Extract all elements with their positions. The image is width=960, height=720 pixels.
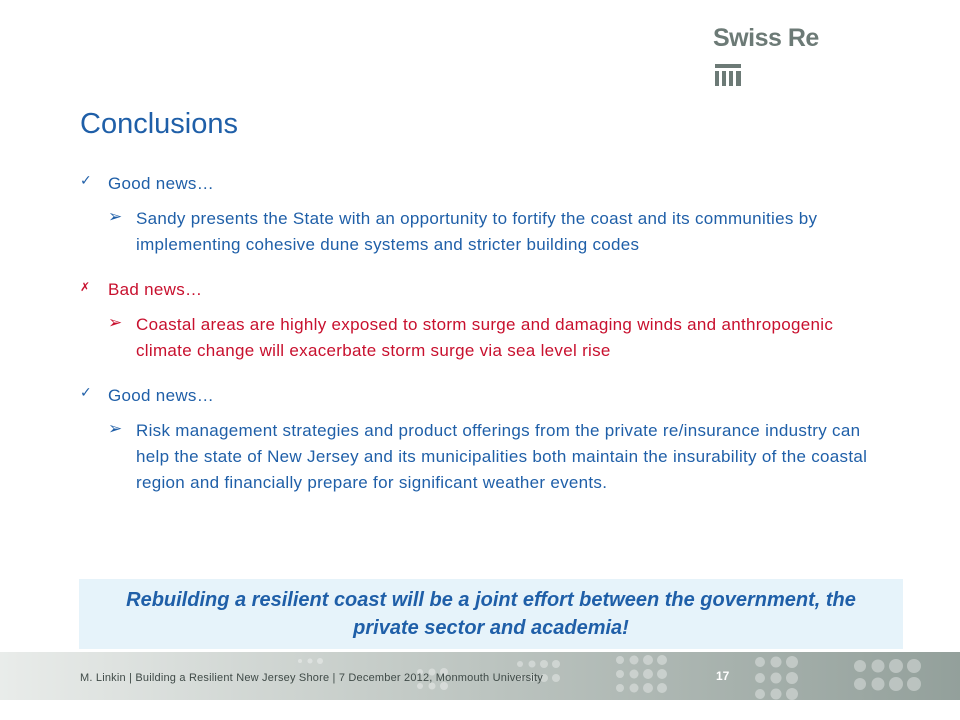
point-detail: Coastal areas are highly exposed to storm surge and damaging winds and anthropogenic climate change will exacerbate storm surge via sea level rise — [136, 315, 834, 360]
point-heading: Good news… — [108, 386, 214, 405]
swiss-re-mark-icon — [715, 64, 741, 86]
swiss-re-logo — [713, 24, 833, 94]
arrow-bullet-icon: ➢ — [108, 207, 123, 226]
point-detail: Risk management strategies and product offerings from the private re/insurance industry can help the state of New Jersey and its municipalities both maintain the insurability of the coastal region and financially prepare for significant weather events. — [136, 421, 868, 492]
point-bad — [80, 278, 880, 364]
callout-box — [79, 579, 903, 649]
point-good-1 — [80, 172, 880, 258]
point-heading: Good news… — [108, 174, 214, 193]
footer-text: M. Linkin | Building a Resilient New Jersey Shore | 7 December 2012, Monmouth University — [80, 672, 543, 684]
point-detail: Sandy presents the State with an opportunity to fortify the coast and its communities by implementing cohesive dune systems and stricter building codes — [136, 209, 818, 254]
callout-text: Rebuilding a resilient coast will be a joint effort between the government, the private sector and academia! — [126, 589, 856, 639]
logo-text: Swiss Re — [713, 24, 819, 52]
check-icon: ✓ — [80, 384, 92, 400]
conclusions-list — [80, 172, 880, 496]
check-icon: ✓ — [80, 172, 92, 188]
point-good-2 — [80, 384, 880, 496]
page-number: 17 — [716, 669, 730, 683]
arrow-bullet-icon: ➢ — [108, 419, 123, 438]
slide-title: Conclusions — [80, 108, 238, 140]
footer-bar — [0, 652, 960, 700]
arrow-bullet-icon: ➢ — [108, 313, 123, 332]
cross-icon: ✗ — [80, 280, 91, 294]
point-heading: Bad news… — [108, 280, 203, 299]
